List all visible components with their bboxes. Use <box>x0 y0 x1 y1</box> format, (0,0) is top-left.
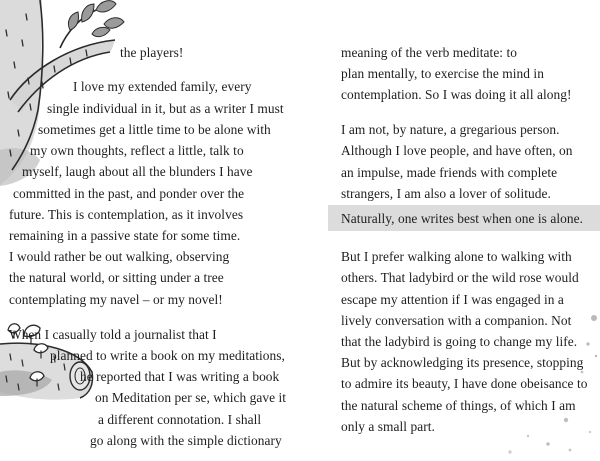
right-page <box>300 0 600 461</box>
text-line: the players! <box>120 45 184 60</box>
text-line: plan mentally, to exercise the mind in <box>341 66 544 81</box>
text-line: I am not, by nature, a gregarious person. <box>341 122 560 137</box>
text-line: lively conversation with a companion. Not <box>341 313 572 328</box>
text-line: on Meditation per se, which gave it <box>95 390 287 405</box>
text-line: my own thoughts, reflect a little, talk to <box>30 143 244 158</box>
text-line: contemplating my navel – or my novel! <box>9 292 223 307</box>
text-line: But by acknowledging its presence, stopping <box>341 355 584 370</box>
text-line: an impulse, made friends with complete <box>341 165 558 180</box>
text-line: a different connotation. I shall <box>98 412 262 427</box>
text-line: contemplation. So I was doing it all along! <box>341 87 572 102</box>
text-line: only a small part. <box>341 419 435 434</box>
text-line: committed in the past, and ponder over the <box>13 186 245 201</box>
text-line: he reported that I was writing a book <box>80 369 280 384</box>
pull-quote: Naturally, one writes best when one is alone. <box>341 211 583 226</box>
text-line: single individual in it, but as a writer I must <box>47 101 284 116</box>
text-line: sometimes get a little time to be alone with <box>38 122 271 137</box>
text-line: myself, laugh about all the blunders I have <box>22 164 253 179</box>
text-line: Although I love people, and have often, on <box>341 143 573 158</box>
text-line: remaining in a passive state for some time. <box>9 228 241 243</box>
text-line: I love my extended family, every <box>73 79 252 94</box>
text-line: future. This is contemplation, as it involves <box>9 207 244 222</box>
text-line: that the ladybird is going to change my life. <box>341 334 578 349</box>
text-line: to admire its beauty, I have done obeisance to <box>341 376 588 391</box>
text-line: I would rather be out walking, observing <box>9 249 230 264</box>
text-line: go along with the simple dictionary <box>90 433 282 448</box>
text-line: the natural world, or sitting under a tree <box>9 270 224 285</box>
text-line: But I prefer walking alone to walking with <box>341 249 572 264</box>
text-line: planned to write a book on my meditations, <box>50 348 285 363</box>
text-line: escape my attention if I was engaged in a <box>341 292 564 307</box>
text-line: the natural scheme of things, of which I am <box>341 398 576 413</box>
text-line: meaning of the verb meditate: to <box>341 45 517 60</box>
text-line: When I casually told a journalist that I <box>9 327 217 342</box>
text-line: strangers, I am also a lover of solitude. <box>341 186 551 201</box>
text-line: others. That ladybird or the wild rose would <box>341 270 579 285</box>
